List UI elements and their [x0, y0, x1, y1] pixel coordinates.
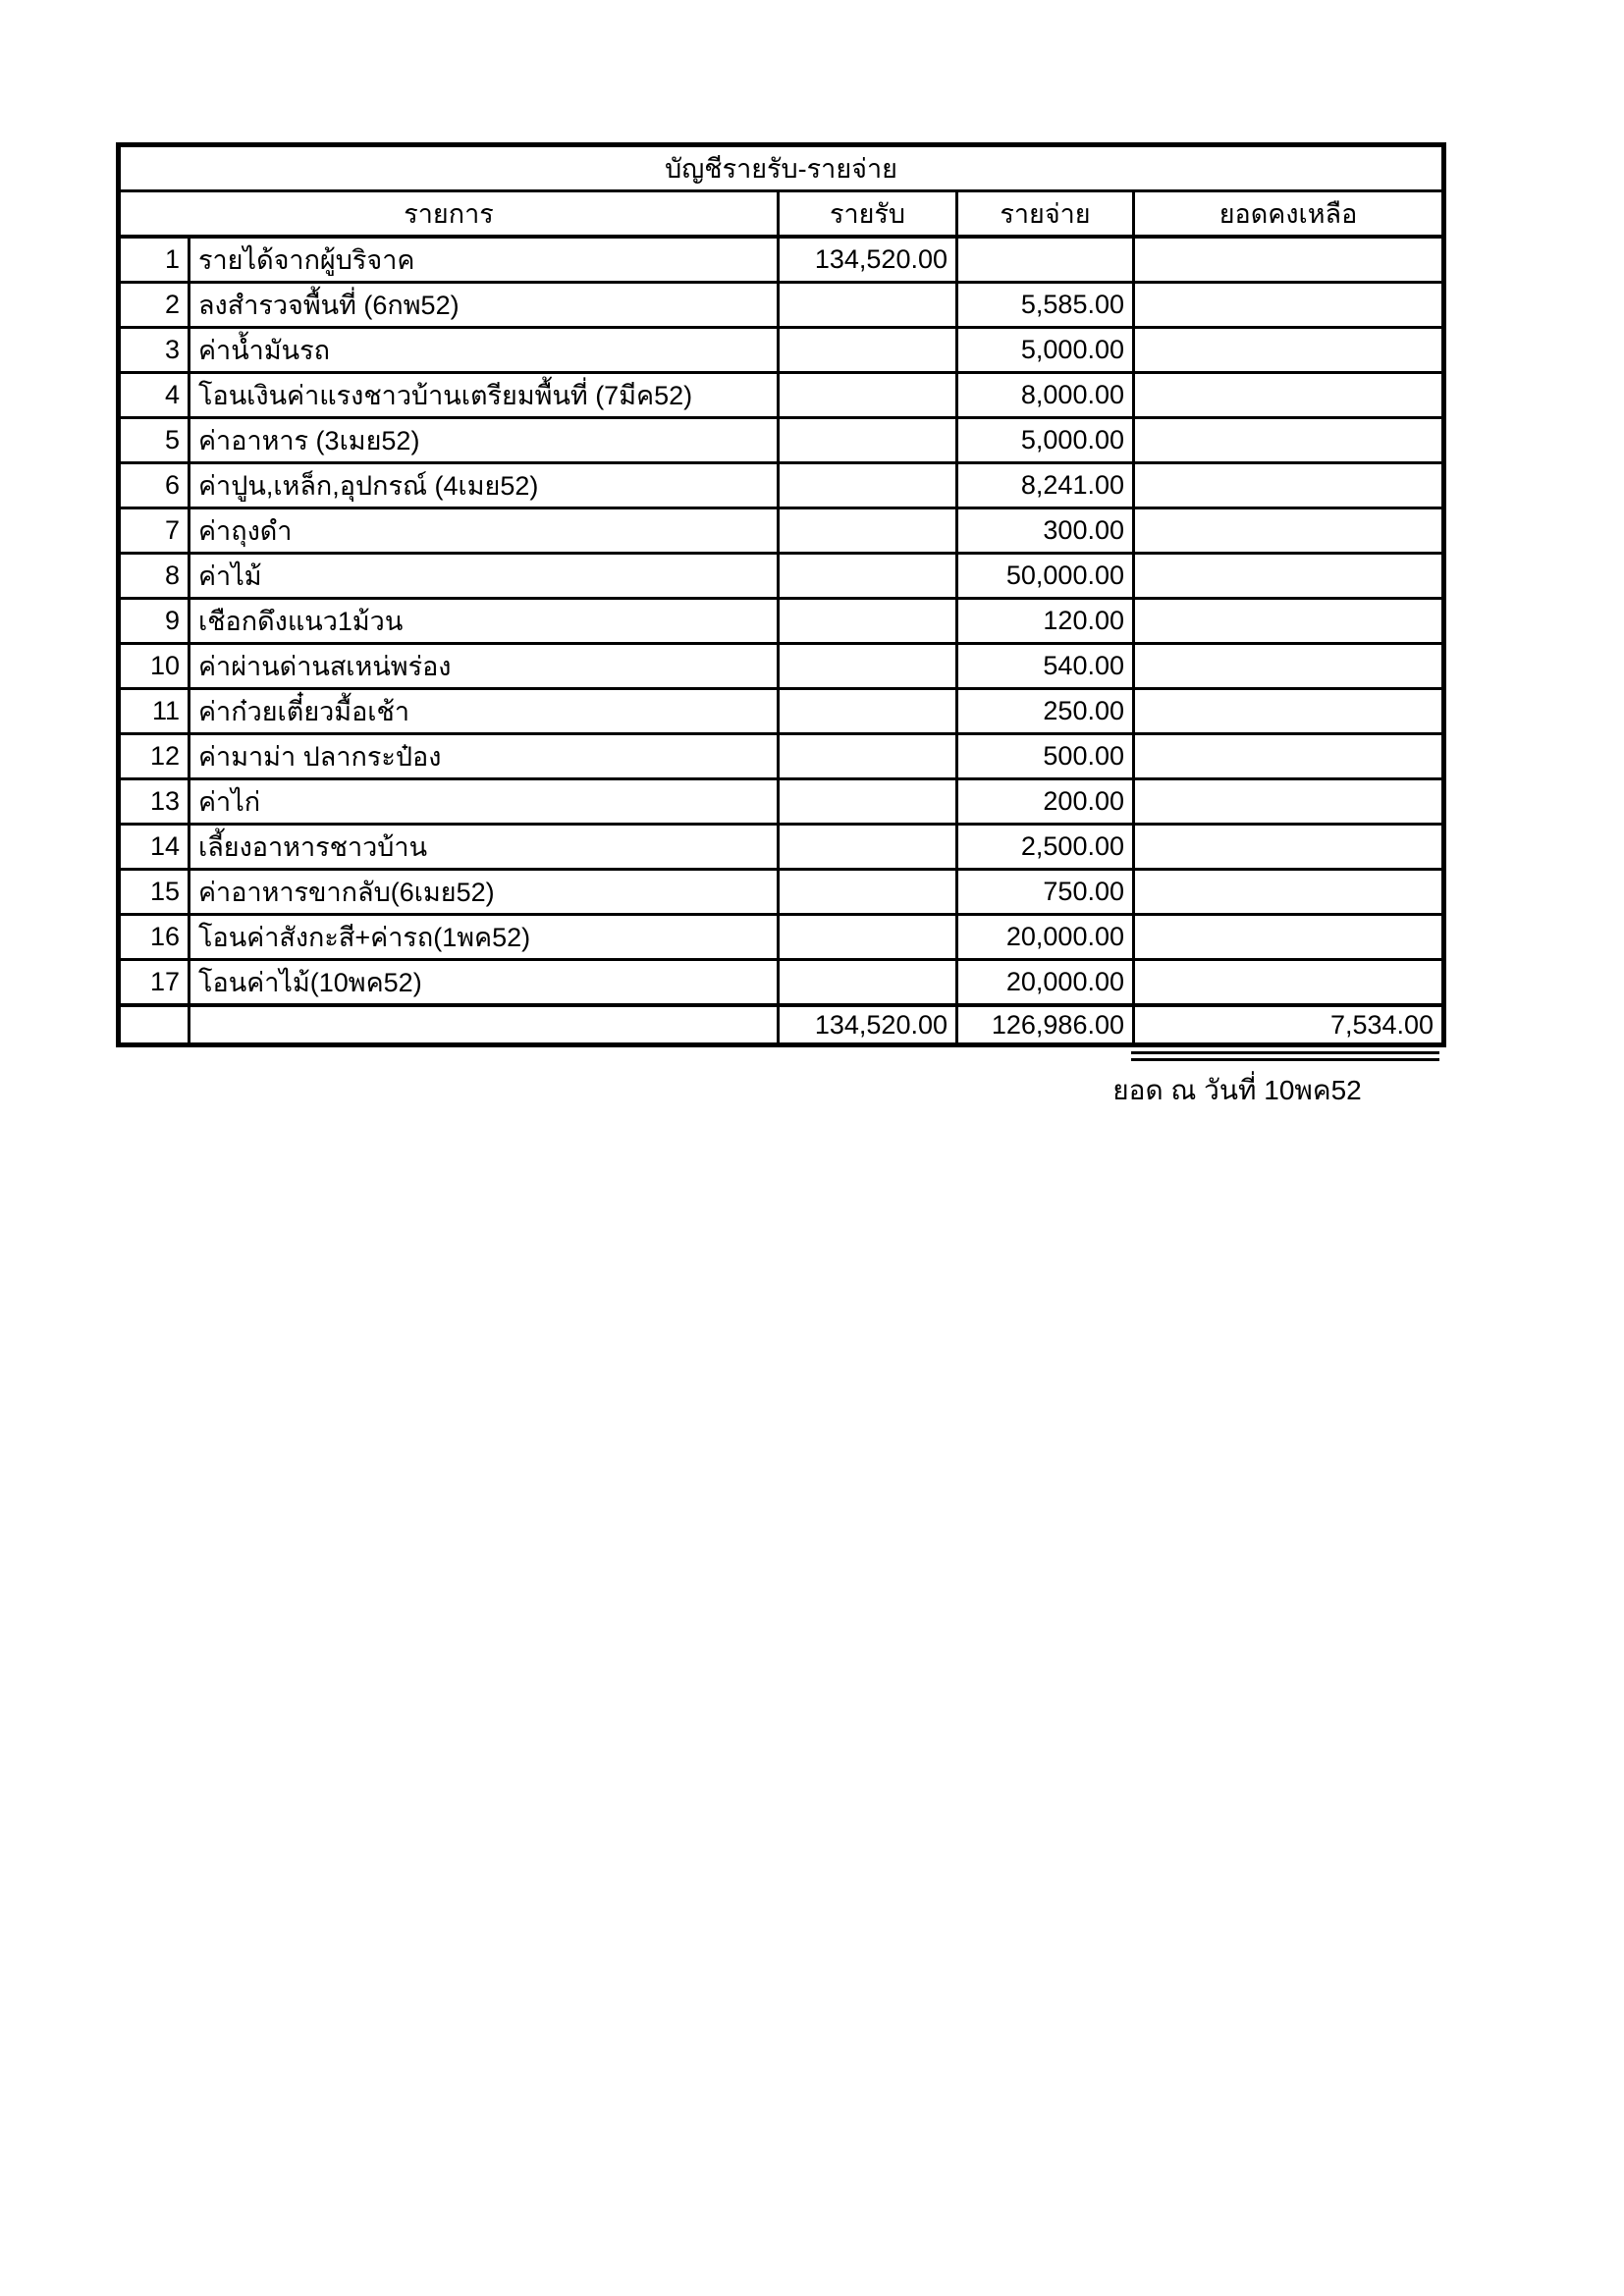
expense-cell: 5,585.00 — [957, 283, 1134, 328]
balance-cell — [1134, 463, 1444, 508]
income-cell — [779, 825, 957, 870]
table-row — [119, 689, 1444, 734]
expense-cell: 200.00 — [957, 779, 1134, 825]
item-cell: ค่าไก่ — [189, 779, 779, 825]
table-row — [119, 508, 1444, 554]
balance-cell — [1134, 508, 1444, 554]
item-cell: ค่ามาม่า ปลากระป๋อง — [189, 734, 779, 779]
table-row — [119, 599, 1444, 644]
expense-cell: 540.00 — [957, 644, 1134, 689]
item-cell: ค่าผ่านด่านสเหน่พร่อง — [189, 644, 779, 689]
table-row — [119, 418, 1444, 463]
expense-cell: 5,000.00 — [957, 418, 1134, 463]
column-header-expense: รายจ่าย — [957, 191, 1134, 238]
balance-cell — [1134, 779, 1444, 825]
balance-cell — [1134, 825, 1444, 870]
item-cell: ค่าอาหารขากลับ(6เมย52) — [189, 870, 779, 915]
row-number-cell: 17 — [119, 960, 189, 1006]
row-number-cell: 10 — [119, 644, 189, 689]
item-cell: ค่าถุงดำ — [189, 508, 779, 554]
item-cell — [189, 1005, 779, 1045]
row-number-cell: 4 — [119, 373, 189, 418]
balance-cell — [1134, 644, 1444, 689]
balance-cell — [1134, 418, 1444, 463]
row-number-cell: 5 — [119, 418, 189, 463]
expense-cell: 8,000.00 — [957, 373, 1134, 418]
income-cell — [779, 689, 957, 734]
item-cell: ค่าไม้ — [189, 554, 779, 599]
income-cell — [779, 508, 957, 554]
income-cell — [779, 870, 957, 915]
expense-cell: 2,500.00 — [957, 825, 1134, 870]
page-title: บัญชีรายรับ-รายจ่าย — [119, 145, 1444, 191]
double-underline-rule — [1131, 1051, 1439, 1061]
row-number-cell: 9 — [119, 599, 189, 644]
income-total-cell: 134,520.00 — [779, 1005, 957, 1045]
account-table — [116, 142, 1446, 1047]
header-row — [119, 191, 1444, 238]
table-row — [119, 960, 1444, 1006]
balance-cell — [1134, 554, 1444, 599]
income-cell: 134,520.00 — [779, 237, 957, 283]
income-cell — [779, 644, 957, 689]
item-cell: ค่าน้ำมันรถ — [189, 328, 779, 373]
income-cell — [779, 328, 957, 373]
table-row — [119, 554, 1444, 599]
balance-cell — [1134, 237, 1444, 283]
row-number-cell: 11 — [119, 689, 189, 734]
expense-cell: 20,000.00 — [957, 915, 1134, 960]
table-row — [119, 463, 1444, 508]
item-cell: รายได้จากผู้บริจาค — [189, 237, 779, 283]
income-cell — [779, 960, 957, 1006]
balance-cell — [1134, 599, 1444, 644]
item-cell: โอนค่าสังกะสี+ค่ารถ(1พค52) — [189, 915, 779, 960]
item-cell: โอนเงินค่าแรงชาวบ้านเตรียมพื้นที่ (7มีค52) — [189, 373, 779, 418]
income-cell — [779, 734, 957, 779]
table-row — [119, 825, 1444, 870]
income-cell — [779, 373, 957, 418]
income-cell — [779, 915, 957, 960]
account-sheet — [116, 142, 1441, 1112]
totals-row — [119, 1005, 1444, 1045]
column-header-income: รายรับ — [779, 191, 957, 238]
expense-cell: 50,000.00 — [957, 554, 1134, 599]
income-cell — [779, 779, 957, 825]
item-cell: ลงสำรวจพื้นที่ (6กพ52) — [189, 283, 779, 328]
expense-total-cell: 126,986.00 — [957, 1005, 1134, 1045]
balance-cell — [1134, 960, 1444, 1006]
income-cell — [779, 463, 957, 508]
row-number-cell: 3 — [119, 328, 189, 373]
expense-cell: 5,000.00 — [957, 328, 1134, 373]
table-row — [119, 870, 1444, 915]
row-number-cell: 16 — [119, 915, 189, 960]
item-cell: ค่าก๋วยเตี๋ยวมื้อเช้า — [189, 689, 779, 734]
table-row — [119, 328, 1444, 373]
row-number-cell: 1 — [119, 237, 189, 283]
expense-cell: 500.00 — [957, 734, 1134, 779]
item-cell: ค่าอาหาร (3เมย52) — [189, 418, 779, 463]
table-row — [119, 283, 1444, 328]
title-row — [119, 145, 1444, 191]
row-number-cell: 14 — [119, 825, 189, 870]
balance-cell — [1134, 283, 1444, 328]
item-cell: ค่าปูน,เหล็ก,อุปกรณ์ (4เมย52) — [189, 463, 779, 508]
income-cell — [779, 599, 957, 644]
income-cell — [779, 283, 957, 328]
row-number-cell: 12 — [119, 734, 189, 779]
balance-cell — [1134, 915, 1444, 960]
balance-date-note: ยอด ณ วันที่ 10พค52 — [1112, 1075, 1362, 1105]
table-row — [119, 779, 1444, 825]
expense-cell: 120.00 — [957, 599, 1134, 644]
item-cell: เชือกดึงแนว1ม้วน — [189, 599, 779, 644]
row-number-cell: 8 — [119, 554, 189, 599]
item-cell: โอนค่าไม้(10พค52) — [189, 960, 779, 1006]
row-number-cell: 2 — [119, 283, 189, 328]
row-number-cell: 15 — [119, 870, 189, 915]
income-cell — [779, 554, 957, 599]
row-number-cell — [119, 1005, 189, 1045]
column-header-balance: ยอดคงเหลือ — [1134, 191, 1444, 238]
balance-cell — [1134, 328, 1444, 373]
balance-cell — [1134, 870, 1444, 915]
expense-cell: 8,241.00 — [957, 463, 1134, 508]
table-row — [119, 734, 1444, 779]
expense-cell: 20,000.00 — [957, 960, 1134, 1006]
item-cell: เลี้ยงอาหารชาวบ้าน — [189, 825, 779, 870]
table-row — [119, 373, 1444, 418]
table-row — [119, 915, 1444, 960]
balance-cell — [1134, 373, 1444, 418]
table-row — [119, 644, 1444, 689]
row-number-cell: 6 — [119, 463, 189, 508]
balance-cell — [1134, 689, 1444, 734]
row-number-cell: 7 — [119, 508, 189, 554]
expense-cell: 750.00 — [957, 870, 1134, 915]
income-cell — [779, 418, 957, 463]
expense-cell: 300.00 — [957, 508, 1134, 554]
expense-cell: 250.00 — [957, 689, 1134, 734]
balance-cell — [1134, 734, 1444, 779]
table-row — [119, 237, 1444, 283]
expense-cell — [957, 237, 1134, 283]
balance-total-cell: 7,534.00 — [1134, 1005, 1444, 1045]
column-header-item: รายการ — [119, 191, 779, 238]
row-number-cell: 13 — [119, 779, 189, 825]
